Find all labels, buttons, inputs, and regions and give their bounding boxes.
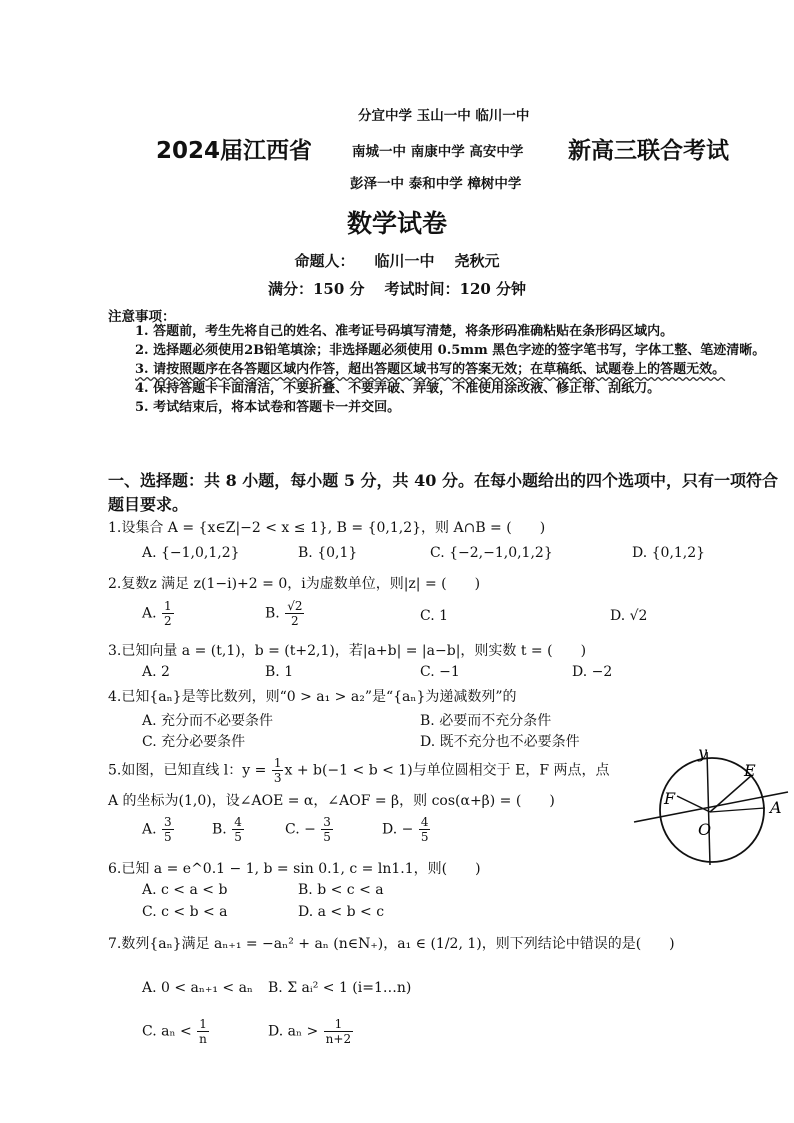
q6-option-d: D. a < b < c bbox=[298, 904, 385, 920]
q7-d-label: D. aₙ > bbox=[268, 1023, 319, 1040]
fraction bbox=[285, 600, 304, 627]
q5-d-label: D. − bbox=[382, 821, 414, 838]
fraction bbox=[197, 1018, 209, 1045]
label-e: E bbox=[744, 761, 756, 780]
fraction bbox=[324, 1018, 353, 1045]
notice-item: 2. 选择题必须使用2B铅笔填涂；非选择题必须使用 0.5mm 黑色字迹的签字笔书写，字体工整、笔迹清晰。 bbox=[135, 343, 766, 358]
notice-item: 3. 请按照题序在各答题区域内作答，超出答题区域书写的答案无效；在草稿纸、试题卷上的答题无效。 bbox=[135, 362, 726, 377]
numerator: 1 bbox=[164, 599, 172, 613]
q7-c-label: C. aₙ < bbox=[142, 1023, 192, 1040]
numerator: 3 bbox=[323, 815, 331, 829]
q2-option-a bbox=[142, 600, 175, 627]
segment-oa bbox=[710, 808, 765, 812]
fraction bbox=[321, 816, 333, 843]
q5-b-label: B. bbox=[212, 821, 227, 838]
q7-option-b: B. Σ aᵢ² < 1 (i=1…n) bbox=[268, 980, 412, 996]
question-5-stem-line1 bbox=[108, 757, 618, 784]
question-4-stem: 4.已知{aₙ}是等比数列，则“0 > a₁ > a₂”是“{aₙ}为递减数列”的 bbox=[108, 689, 517, 705]
question-3-stem: 3.已知向量 a = (t,1)，b = (t+2,1)，若|a+b| = |a−b|，则实数 t = ( ) bbox=[108, 643, 587, 659]
numerator: 1 bbox=[324, 1018, 353, 1032]
fraction bbox=[162, 600, 174, 627]
question-6-stem: 6.已知 a = e^0.1 − 1, b = sin 0.1, c = ln1.1，则( ) bbox=[108, 861, 481, 877]
score-line bbox=[0, 278, 794, 299]
notice-item: 4. 保持答题卡卡面清洁，不要折叠、不要弄破、弄皱，不准使用涂改液、修正带、刮纸刀。 bbox=[135, 381, 661, 396]
q1-option-b: B. {0,1} bbox=[298, 545, 358, 561]
numerator: 1 bbox=[273, 756, 282, 770]
denominator: 5 bbox=[323, 830, 331, 844]
question-2-stem bbox=[108, 573, 788, 593]
q2-option-d: D. √2 bbox=[610, 608, 648, 624]
line-l bbox=[634, 792, 788, 822]
segment-of bbox=[677, 796, 710, 812]
numerator: 4 bbox=[234, 815, 242, 829]
schools-row-2: 南城一中 南康中学 高安中学 bbox=[352, 144, 524, 160]
q5-option-c bbox=[285, 816, 334, 843]
q7-option-d bbox=[268, 1018, 354, 1045]
q4-option-a: A. 充分而不必要条件 bbox=[142, 713, 274, 729]
unit-circle-figure bbox=[632, 740, 792, 865]
q1-option-c: C. {−2,−1,0,1,2} bbox=[430, 545, 553, 561]
q5-c-label: C. − bbox=[285, 821, 316, 838]
q2-option-c: C. 1 bbox=[420, 608, 449, 624]
q5-a-label: A. bbox=[142, 821, 157, 838]
q1-option-d: D. {0,1,2} bbox=[632, 545, 706, 561]
q4-option-d: D. 既不充分也不必要条件 bbox=[420, 734, 580, 750]
q2-stem-mid: z 满足 z(1−i)+2 = 0，i为虚数单位，则|z| = ( ) bbox=[149, 576, 481, 592]
denominator: n bbox=[199, 1032, 207, 1046]
q2-b-label: B. bbox=[265, 605, 280, 622]
notice-heading: 注意事项： bbox=[108, 309, 176, 325]
author-name: 尧秋元 bbox=[454, 252, 500, 270]
q4-option-c: C. 充分必要条件 bbox=[142, 734, 246, 750]
label-o: O bbox=[698, 820, 712, 839]
notice-item: 1. 答题前，考生先将自己的姓名、准考证号码填写清楚，将条形码准确粘贴在条形码区域内。 bbox=[135, 324, 674, 339]
author-school: 临川一中 bbox=[374, 252, 435, 270]
label-f: F bbox=[664, 789, 676, 808]
q7-option-a: A. 0 < aₙ₊₁ < aₙ bbox=[142, 980, 253, 996]
schools-row-1: 分宜中学 玉山一中 临川一中 bbox=[358, 108, 530, 124]
q6-option-c: C. c < b < a bbox=[142, 904, 228, 920]
question-1-stem: 1.设集合 A = {x∈Z|−2 < x ≤ 1}, B = {0,1,2}，则 A∩B = ( ) bbox=[108, 520, 546, 536]
exam-time: 考试时间：120 分钟 bbox=[384, 280, 527, 298]
q1-option-a: A. {−1,0,1,2} bbox=[142, 545, 240, 561]
page-title: 数学试卷 bbox=[346, 209, 447, 238]
question-7-stem: 7.数列{aₙ}满足 aₙ₊₁ = −aₙ² + aₙ (n∈N₊)，a₁ ∈ (1/2, 1)，则下列结论中错误的是( ) bbox=[108, 936, 675, 952]
fraction bbox=[232, 816, 244, 843]
q2-stem-pre: 2.复数 bbox=[108, 576, 150, 592]
q3-option-c: C. −1 bbox=[420, 664, 460, 680]
q5-stem-pre: 5.如图，已知直线 l：y = bbox=[108, 762, 267, 779]
q4-option-b: B. 必要而不充分条件 bbox=[420, 713, 552, 729]
q6-option-b: B. b < c < a bbox=[298, 882, 384, 898]
fraction bbox=[272, 757, 284, 784]
year-province: 2024届江西省 bbox=[156, 138, 313, 164]
q3-option-d: D. −2 bbox=[572, 664, 613, 680]
q3-option-a: A. 2 bbox=[142, 664, 170, 680]
q2-option-b bbox=[265, 600, 305, 627]
question-5-stem-line2: A 的坐标为(1,0)，设∠AOE = α，∠AOF = β，则 cos(α+β) = ( ) bbox=[108, 793, 555, 809]
denominator: n+2 bbox=[325, 1032, 352, 1046]
numerator: 1 bbox=[197, 1018, 209, 1032]
y-axis bbox=[707, 752, 710, 865]
numerator: √2 bbox=[287, 599, 303, 613]
author-line bbox=[0, 250, 794, 271]
denominator: 2 bbox=[291, 614, 299, 628]
q6-option-a: A. c < a < b bbox=[142, 882, 228, 898]
author-label: 命题人： bbox=[294, 252, 355, 270]
numerator: 3 bbox=[164, 815, 172, 829]
denominator: 5 bbox=[234, 830, 242, 844]
notice-item: 5. 考试结束后，将本试卷和答题卡一并交回。 bbox=[135, 400, 401, 415]
denominator: 3 bbox=[273, 771, 282, 785]
q5-option-d bbox=[382, 816, 431, 843]
denominator: 5 bbox=[164, 830, 172, 844]
fraction bbox=[419, 816, 431, 843]
exam-name: 新高三联合考试 bbox=[568, 138, 729, 164]
q5-stem-post: x + b(−1 < b < 1)与单位圆相交于 E，F 两点，点 bbox=[284, 762, 610, 779]
full-score: 满分：150 分 bbox=[267, 280, 365, 298]
q5-option-b bbox=[212, 816, 245, 843]
notice-list bbox=[108, 322, 780, 417]
q5-option-a bbox=[142, 816, 175, 843]
q3-option-b: B. 1 bbox=[265, 664, 294, 680]
label-y: y bbox=[698, 743, 708, 762]
denominator: 2 bbox=[164, 614, 172, 628]
q7-option-c bbox=[142, 1018, 210, 1045]
q2-a-label: A. bbox=[142, 605, 157, 622]
schools-row-3: 彭泽一中 泰和中学 樟树中学 bbox=[350, 176, 522, 192]
denominator: 5 bbox=[420, 830, 429, 844]
section-heading: 一、选择题：共 8 小题，每小题 5 分，共 40 分。在每小题给出的四个选项中，只有一项符合题目要求。 bbox=[108, 471, 778, 514]
numerator: 4 bbox=[420, 815, 429, 829]
exam-header bbox=[0, 98, 794, 198]
label-a: A bbox=[770, 798, 782, 817]
fraction bbox=[162, 816, 174, 843]
segment-oe bbox=[710, 775, 752, 812]
